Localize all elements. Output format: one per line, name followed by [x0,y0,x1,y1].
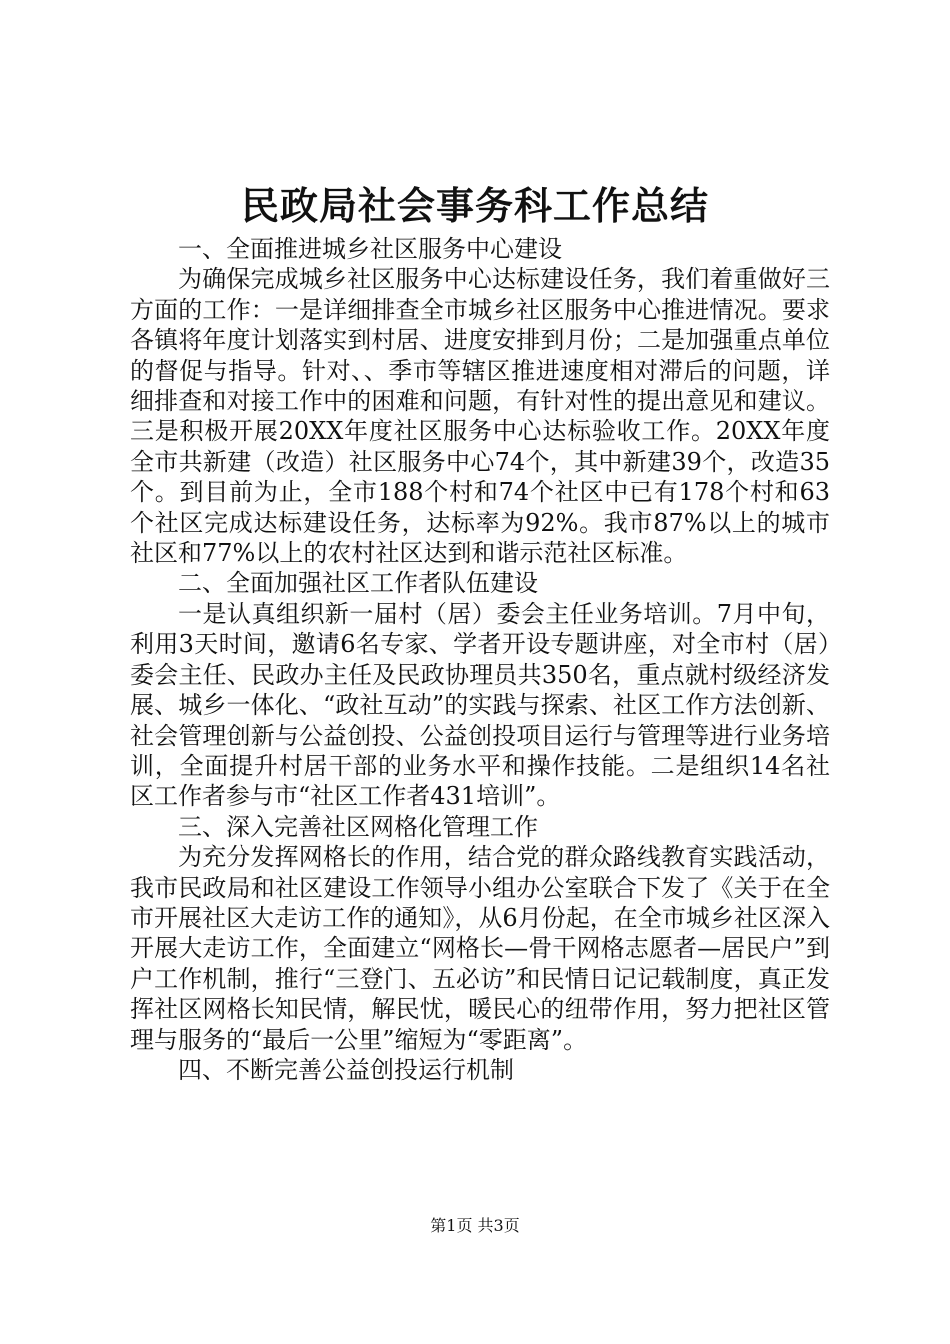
page-footer: 第1页 共3页 [430,1216,520,1235]
section-heading: 四、不断完善公益创投运行机制 [178,1055,514,1084]
section-heading: 一、全面推进城乡社区服务中心建设 [178,235,562,263]
section-heading: 三、深入完善社区网格化管理工作 [178,812,538,841]
document-title: 民政局社会事务科工作总结 [240,183,709,228]
section-paragraph: 为确保完成城乡社区服务中心达标建设任务，我们着重做好三方面的工作：一是详细排查全市城乡社区服务中心推进情况。要求各镇将年度计划落实到村居、进度安排到月份；二是加强重点单位的督促与指导。针对、、季市等辖区推进速度相对滞后的问题，详细排查和对接工作中的困难和问题，有针对性的提出意见和建议。三是积极开展20XX年度社区服务中心达标验收工作。20XX年度全市共新建（改造）社区服务中心74个，其中新建39个，改造35个。到目前为止，全市188个村和74个社区中已有178个村和63个社区完成达标建设任务，达标率为92%。我市87%以上的城市社区和77%以上的农村社区达到和谐示范社区标准。 [130,265,830,568]
document-body [130,234,830,1085]
section-heading: 二、全面加强社区工作者队伍建设 [178,569,538,598]
section-paragraph: 为充分发挥网格长的作用，结合党的群众路线教育实践活动，我市民政局和社区建设工作领导小组办公室联合下发了《关于在全市开展社区大走访工作的通知》，从6月份起，在全市城乡社区深入开展大走访工作，全面建立“网格长—骨干网格志愿者—居民户”到户工作机制，推行“三登门、五必访”和民情日记记载制度，真正发挥社区网格长知民情，解民忧，暖民心的纽带作用，努力把社区管理与服务的“最后一公里”缩短为“零距离”。 [130,843,830,1054]
section-paragraph: 一是认真组织新一届村（居）委会主任业务培训。7月中旬，利用3天时间，邀请6名专家、学者开设专题讲座，对全市村（居）委会主任、民政办主任及民政协理员共350名，重点就村级经济发展、城乡一体化、“政社互动”的实践与探索、社区工作方法创新、社会管理创新与公益创投、公益创投项目运行与管理等进行业务培训，全面提升村居干部的业务水平和操作技能。二是组织14名社区工作者参与市“社区工作者431培训”。 [130,599,830,811]
